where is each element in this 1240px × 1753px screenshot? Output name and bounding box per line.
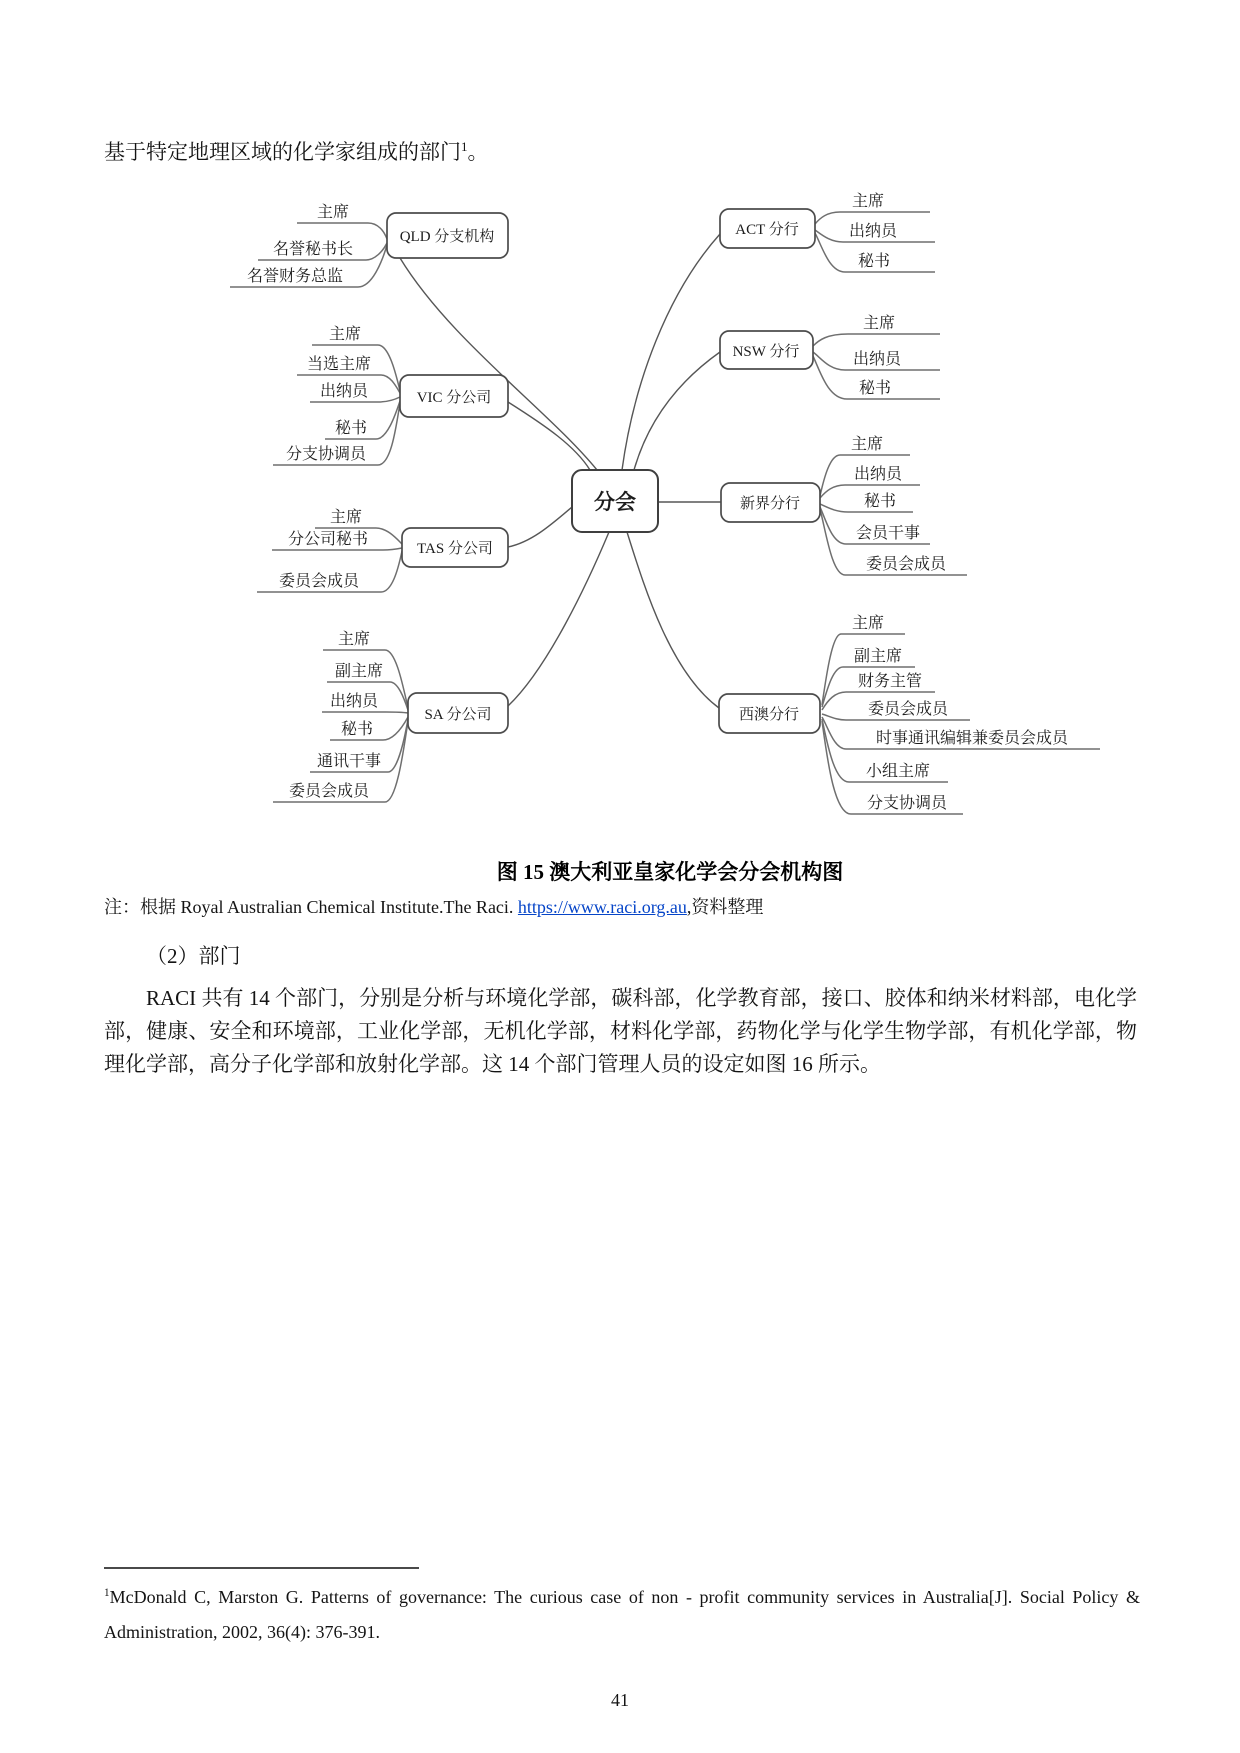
branch-qld [230, 203, 508, 287]
role-label: 主席 [316, 204, 350, 221]
role-label: 分支协调员 [866, 795, 948, 812]
limb-center-qld [400, 258, 597, 470]
role-label: 出纳员 [319, 383, 369, 400]
role-label: 出纳员 [329, 693, 379, 710]
note-suffix: ,资料整理 [686, 897, 764, 917]
footnote-text: McDonald C, Marston G. Patterns of governance: The curious case of non ‐ profit community services in Australia[J]. Social Policy & Administration, 2002, 36(4): 376-391. [104, 1587, 1140, 1642]
role-label: 名誉秘书长 [272, 241, 354, 258]
role-label: 小组主席 [865, 763, 931, 780]
node-label-tas: TAS 分公司 [417, 541, 493, 557]
branch-sa [273, 630, 508, 802]
limb-center-xiao [627, 532, 719, 708]
footnote [104, 1580, 1140, 1650]
node-label-xiao: 西澳分行 [738, 707, 800, 723]
footnote-marker: 1 [104, 1587, 110, 1599]
role-label: 秘书 [857, 253, 891, 270]
role-label: 出纳员 [853, 466, 903, 483]
intro-text: 基于特定地理区域的化学家组成的部门 [104, 140, 461, 164]
role-label: 秘书 [340, 721, 374, 738]
branch-nsw [720, 314, 940, 399]
footnote-reference: 1 [461, 139, 468, 154]
node-label-sa: SA 分公司 [424, 707, 492, 723]
role-label: 主席 [850, 436, 884, 453]
connector-line [813, 334, 940, 346]
role-label: 名誉财务总监 [246, 268, 344, 285]
role-label: 出纳员 [852, 351, 902, 368]
role-label: 时事通讯编辑兼委员会成员 [875, 730, 1069, 747]
branch-xinjie [721, 435, 967, 575]
limb-center-nsw [634, 352, 720, 470]
body-paragraph: RACI 共有 14 个部门，分别是分析与环境化学部，碳科部，化学教育部，接口、胶体和纳米材料部，电化学部，健康、安全和环境部，工业化学部，无机化学部，材料化学部，药物化学与化学生物学部，有机化学部，物理化学部，高分子化学部和放射化学部。这 14 个部门管理人员的设定如图 16 所示。 [104, 986, 1137, 1076]
node-label-vic: VIC 分公司 [416, 390, 492, 406]
role-label: 通讯干事 [316, 753, 382, 770]
branch-xiao [719, 614, 1100, 814]
role-label: 委员会成员 [278, 573, 360, 590]
role-label: 财务主管 [857, 673, 923, 690]
node-label-xinjie: 新界分行 [739, 496, 801, 512]
connector-line [822, 634, 905, 705]
limb-center-sa [508, 532, 609, 706]
role-label: 主席 [328, 326, 362, 343]
role-label: 副主席 [853, 648, 903, 665]
role-label: 分公司秘书 [287, 531, 369, 548]
role-label: 主席 [851, 193, 885, 210]
center-node-label: 分会 [594, 490, 636, 514]
note-link[interactable]: https://www.raci.org.au [517, 897, 687, 917]
connector-line [322, 712, 408, 713]
note-prefix: 注：根据 Royal Australian Chemical Institute.The Raci. [104, 897, 518, 917]
role-label: 主席 [851, 615, 885, 632]
role-label: 主席 [329, 509, 363, 526]
limb-center-act [622, 234, 720, 470]
section-heading: （2）部门 [146, 944, 241, 968]
role-label: 主席 [337, 631, 371, 648]
center-node [572, 470, 658, 532]
figure-note [104, 893, 1204, 919]
node-label-nsw: NSW 分行 [732, 344, 800, 360]
connector-line [297, 223, 387, 239]
role-label: 出纳员 [848, 223, 898, 240]
role-label: 分支协调员 [285, 446, 367, 463]
role-label: 主席 [862, 315, 896, 332]
limb-center-vic [508, 402, 590, 470]
connector-line [272, 548, 402, 550]
role-label: 秘书 [858, 380, 892, 397]
role-label: 会员干事 [855, 525, 921, 542]
node-label-act: ACT 分行 [735, 222, 799, 238]
page-number: 41 [611, 1690, 629, 1710]
role-label: 委员会成员 [867, 701, 949, 718]
role-label: 秘书 [334, 420, 368, 437]
role-label: 委员会成员 [865, 556, 947, 573]
role-label: 秘书 [863, 493, 897, 510]
intro-period: 。 [467, 140, 489, 164]
role-label: 副主席 [334, 663, 384, 680]
branch-act [720, 192, 935, 272]
limb-center-tas [508, 507, 572, 547]
role-label: 委员会成员 [288, 783, 370, 800]
figure-caption: 图 15 澳大利亚皇家化学会分会机构图 [496, 860, 844, 884]
node-label-qld: QLD 分支机构 [399, 229, 495, 245]
branch-tas [257, 508, 508, 592]
footnote-separator [104, 1567, 419, 1569]
branch-structure-diagram [0, 160, 1240, 860]
role-label: 当选主席 [306, 356, 372, 373]
